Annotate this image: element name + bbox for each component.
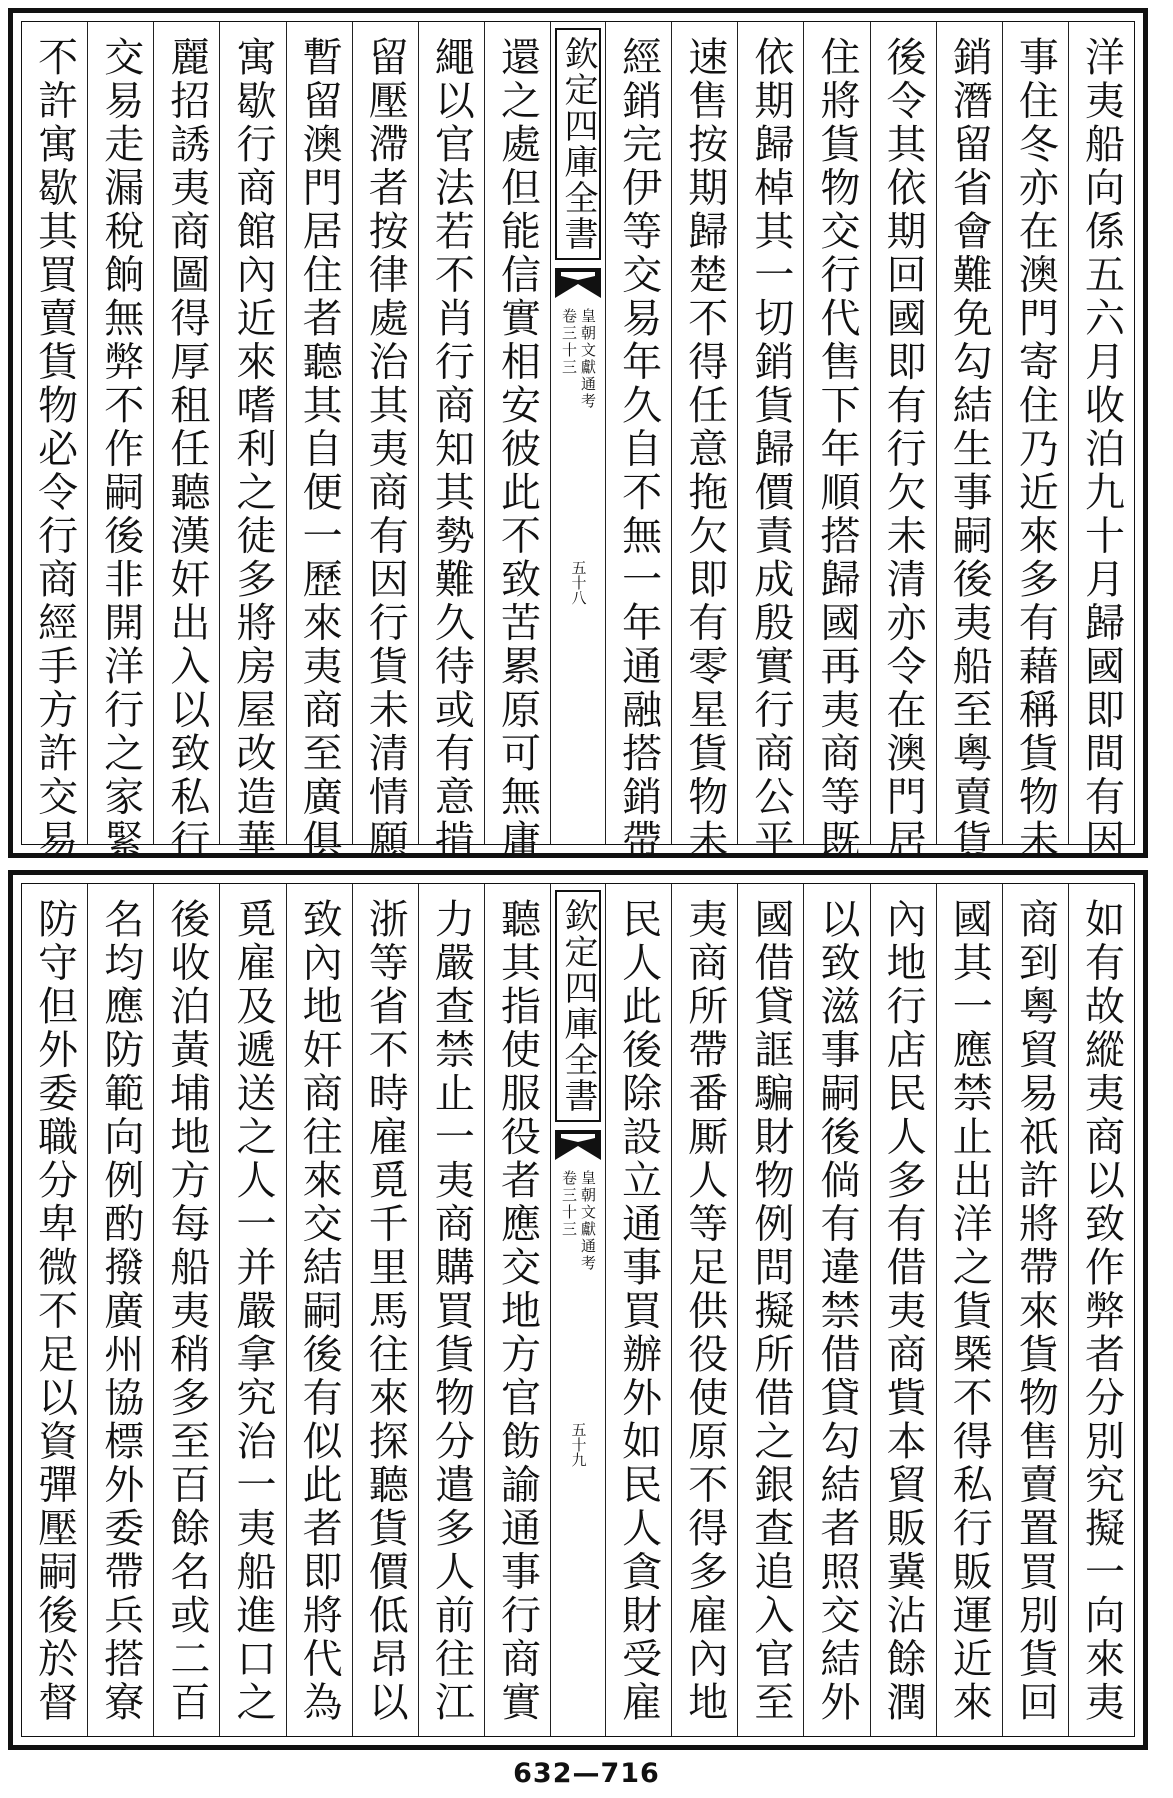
column-text: 如有故縱夷商以致作弊者分別究擬一向來夷	[1078, 898, 1125, 1725]
column-text: 民人此後除設立通事買辦外如民人貪財受雇	[615, 898, 662, 1725]
text-column	[936, 22, 1002, 863]
text-column	[671, 22, 737, 863]
text-column	[87, 22, 153, 863]
text-column	[286, 22, 352, 863]
text-column	[803, 884, 869, 1736]
volume-label: 卷三十三	[560, 1170, 578, 1238]
column-text: 銷潛留省會難免勾結生事嗣後夷船至粵賣貨	[946, 36, 993, 863]
column-text: 經銷完伊等交易年久自不無一年通融搭銷帶	[615, 36, 662, 863]
text-column	[737, 22, 803, 863]
column-text: 夷商所帶番厮人等足供役使原不得多雇內地	[681, 898, 728, 1725]
text-column	[286, 884, 352, 1736]
book-page-1	[8, 8, 1148, 863]
column-text: 後令其依期回國即有行欠未清亦令在澳門居	[880, 36, 927, 863]
book-title: 皇朝文獻通考	[579, 1170, 597, 1272]
text-column	[605, 884, 671, 1736]
page-frame	[21, 21, 1135, 863]
page-frame	[21, 883, 1135, 1737]
text-column	[737, 884, 803, 1736]
column-text: 暫留澳門居住者聽其自便一歷來夷商至廣俱	[296, 36, 343, 863]
text-column	[870, 884, 936, 1736]
fishtail-mark-icon	[555, 268, 601, 298]
column-text: 繩以官法若不肖行商知其勢難久待或有意掯	[428, 36, 475, 863]
column-text: 國借貸誆騙財物例問擬所借之銀查追入官至	[747, 898, 794, 1725]
text-column	[352, 884, 418, 1736]
text-column	[484, 22, 550, 863]
center-fold-column	[550, 884, 605, 1736]
text-column	[484, 884, 550, 1736]
text-column	[22, 884, 87, 1736]
scan-page-number: 632—716	[513, 1758, 660, 1789]
column-text: 以致滋事嗣後倘有違禁借貸勾結者照交結外	[813, 898, 860, 1725]
text-column	[870, 22, 936, 863]
text-column	[803, 22, 869, 863]
volume-label: 卷三十三	[560, 308, 578, 376]
column-text: 交易走漏稅餉無弊不作嗣後非開洋行之家緊	[97, 36, 144, 863]
text-column	[22, 22, 87, 863]
column-text: 名均應防範向例酌撥廣州協標外委帶兵搭寮	[97, 898, 144, 1725]
book-page-2	[8, 870, 1148, 1750]
text-column	[219, 884, 285, 1736]
column-text: 浙等省不時雇覓千里馬往來探聽貨價低昂以	[362, 898, 409, 1725]
column-text: 覓雇及遞送之人一并嚴拿究治一夷船進口之	[229, 898, 276, 1725]
text-columns	[22, 884, 1134, 1736]
text-column	[936, 884, 1002, 1736]
center-fold-column	[550, 22, 605, 844]
book-title: 皇朝文獻通考	[579, 308, 597, 410]
column-text: 後收泊黃埔地方每船夷稍多至百餘名或二百	[163, 898, 210, 1725]
text-column	[87, 884, 153, 1736]
column-text: 致內地奸商往來交結嗣後有似此者即將代為	[296, 898, 343, 1725]
column-text: 住將貨物交行代售下年順搭歸國再夷商等既	[813, 36, 860, 863]
fishtail-mark-icon	[555, 1130, 601, 1160]
column-text: 還之處但能信實相安彼此不致苦累原可無庸	[494, 36, 541, 863]
page-number: 五十九	[569, 1422, 588, 1467]
column-text: 速售按期歸楚不得任意拖欠即有零星貨物未	[681, 36, 728, 863]
text-column	[1068, 884, 1134, 1736]
column-text: 麗招誘夷商圖得厚租任聽漢奸出入以致私行	[163, 36, 210, 863]
column-text: 事住冬亦在澳門寄住乃近來多有藉稱貨物未	[1012, 36, 1059, 863]
text-column	[219, 22, 285, 863]
series-title: 欽定四庫全書	[555, 28, 601, 260]
column-text: 力嚴查禁止一夷商購買貨物分遣多人前往江	[428, 898, 475, 1725]
column-text: 不許寓歇其買賣貨物必令行商經手方許交易	[31, 36, 78, 863]
column-text: 聽其指使服役者應交地方官飭諭通事行商實	[494, 898, 541, 1725]
column-text: 依期歸棹其一切銷貨歸價責成殷實行商公平	[747, 36, 794, 863]
column-text: 內地行店民人多有借夷商貲本貿販冀沾餘潤	[880, 898, 927, 1725]
text-column	[153, 22, 219, 863]
column-text: 洋夷船向係五六月收泊九十月歸國即間有因	[1078, 36, 1125, 863]
text-column	[418, 884, 484, 1736]
column-text: 寓歇行商館內近來嗜利之徒多將房屋改造華	[229, 36, 276, 863]
text-column	[153, 884, 219, 1736]
page-number: 五十八	[569, 560, 588, 605]
column-text: 防守但外委職分卑微不足以資彈壓嗣後於督	[31, 898, 78, 1725]
column-text: 留壓滯者按律處治其夷商有因行貨未清情願	[362, 36, 409, 863]
center-meta	[561, 1170, 595, 1272]
text-column	[1002, 884, 1068, 1736]
text-column	[1002, 22, 1068, 863]
text-column	[418, 22, 484, 863]
column-text: 商到粵貿易祇許將帶來貨物售賣置買別貨回	[1012, 898, 1059, 1725]
center-meta	[561, 308, 595, 410]
text-columns	[22, 22, 1134, 863]
text-column	[352, 22, 418, 863]
text-column	[671, 884, 737, 1736]
column-text: 國其一應禁止出洋之貨槩不得私行販運近來	[946, 898, 993, 1725]
series-title: 欽定四庫全書	[555, 890, 601, 1122]
text-column	[605, 22, 671, 863]
text-column	[1068, 22, 1134, 863]
